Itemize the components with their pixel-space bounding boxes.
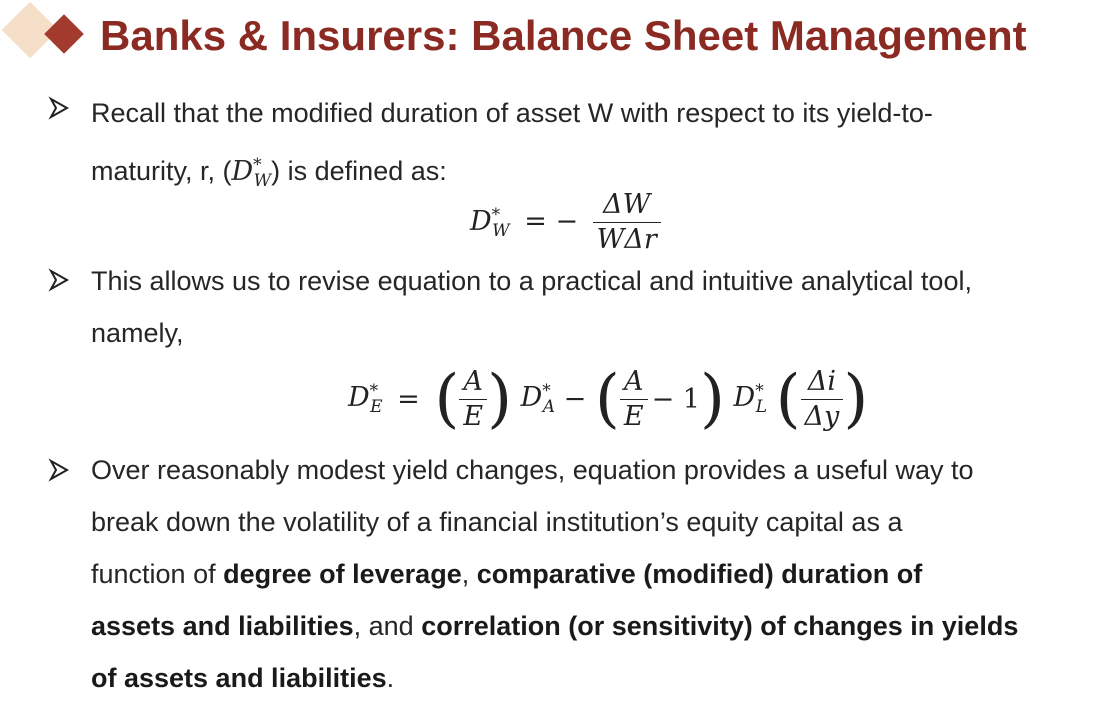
eq2-t2-sub: L — [755, 397, 767, 418]
eq2-lhs-sub: E — [370, 397, 383, 418]
bullet-3-text — [91, 444, 1071, 704]
eq2-t2-star: * — [755, 380, 764, 401]
equation-equity-duration — [348, 362, 868, 436]
bold-assets-and-liabilities: assets and liabilities — [91, 611, 354, 641]
eq1-denominator: WΔr — [596, 224, 657, 255]
inline-symbol-star: * — [253, 155, 262, 175]
eq2-fraction-3 — [801, 365, 844, 434]
eq2-t1-d: D — [520, 381, 543, 413]
equation-modified-duration — [470, 188, 661, 257]
bullet-2-text — [91, 255, 1071, 359]
eq2-f2-num: A — [620, 365, 648, 400]
bullet-3-line-5 — [91, 652, 1071, 704]
eq2-fraction-2 — [620, 365, 648, 434]
bullet-1-line-2-end: ) is defined as: — [271, 156, 447, 186]
diamond-decoration-front — [44, 14, 84, 54]
bullet-3-line-3-a: function of — [91, 559, 224, 589]
eq2-f1-num: A — [459, 365, 487, 400]
eq1-lhs — [470, 205, 510, 242]
eq1-equals: = − — [524, 206, 579, 237]
title-row — [0, 0, 1097, 80]
eq2-paren-close-2: ) — [699, 362, 725, 436]
eq2-minus: − — [563, 383, 587, 415]
bold-comparative-duration: comparative (modified) duration of — [476, 559, 923, 589]
eq2-f2-den: E — [623, 400, 644, 432]
eq2-t1-star: * — [542, 380, 551, 401]
bullet-3-line-4-b: , and — [353, 611, 422, 641]
eq1-numerator: ΔW — [593, 188, 661, 223]
bullet-2-line-1: This allows us to revise equation to a practical and intuitive analytical tool, — [91, 266, 972, 296]
bullet-1-line-1: Recall that the modified duration of asset W with respect to its yield-to- — [91, 98, 933, 128]
eq2-term-dl — [733, 380, 767, 418]
eq2-term-da — [520, 380, 556, 418]
eq1-lhs-sub: W — [492, 221, 510, 242]
bullet-arrow-icon — [48, 268, 78, 297]
eq2-f1-den: E — [463, 400, 484, 432]
eq2-paren-open-2: ( — [594, 362, 620, 436]
bullet-3-line-2: break down the volatility of a financial institution’s equity capital as a — [91, 507, 903, 537]
eq1-lhs-d: D — [470, 206, 492, 237]
bullet-arrow-icon — [48, 96, 78, 125]
eq2-equals: = — [397, 383, 420, 415]
inline-symbol-d: D — [231, 156, 254, 187]
eq2-paren-open-1: ( — [434, 362, 460, 436]
eq2-t2-d: D — [733, 381, 756, 413]
inline-symbol-sub-w: W — [253, 171, 272, 192]
eq2-f2-tail: − 1 — [651, 383, 700, 415]
eq2-paren-close-3: ) — [843, 362, 869, 436]
bullet-3-line-3-c: , — [461, 559, 477, 589]
bullet-3-line-4 — [91, 600, 1071, 652]
eq2-f3-num: Δi — [801, 365, 844, 400]
eq2-t1-sub: A — [542, 397, 556, 418]
eq2-fraction-1 — [459, 365, 487, 434]
eq2-paren-close-1: ) — [487, 362, 513, 436]
eq1-lhs-star: * — [491, 205, 501, 225]
bullet-2-line-2: namely, — [91, 318, 184, 348]
bold-degree-of-leverage: degree of leverage — [223, 559, 462, 589]
bullet-1-line-2-start: maturity, r, ( — [91, 156, 232, 186]
bold-correlation-of-changes: correlation (or sensitivity) of changes in yields — [421, 611, 1019, 641]
bullet-3-line-3 — [91, 548, 1071, 600]
inline-symbol-dw — [231, 155, 272, 192]
bullet-3-line-1: Over reasonably modest yield changes, equation provides a useful way to — [91, 455, 974, 485]
eq2-lhs — [348, 380, 383, 418]
bold-of-assets-and-liabilities: of assets and liabilities — [91, 663, 387, 693]
bullet-arrow-icon — [48, 458, 78, 487]
eq2-lhs-d: D — [348, 381, 370, 413]
slide-title: Banks & Insurers: Balance Sheet Management — [100, 12, 1027, 59]
bullet-3-line-5-b: . — [386, 663, 395, 693]
eq1-fraction — [593, 188, 661, 257]
eq2-f3-den: Δy — [804, 400, 840, 432]
eq2-lhs-star: * — [369, 380, 379, 401]
eq2-paren-open-3: ( — [775, 362, 801, 436]
